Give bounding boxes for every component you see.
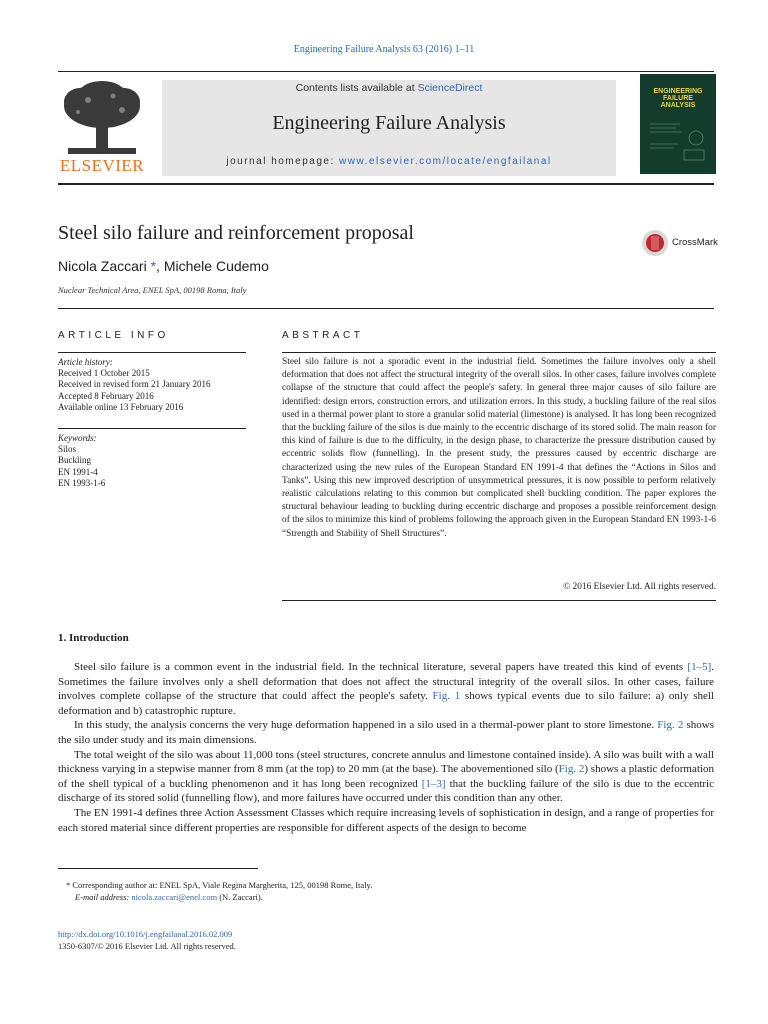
p1-text-c: shows typical events due to silo failure: a) only shell deformation and b) catastrophic rupture.	[58, 690, 714, 717]
history-received: Received 1 October 2015	[58, 368, 150, 379]
intro-paragraph-1	[58, 660, 714, 718]
intro-paragraph-3	[58, 748, 714, 806]
title-rule	[58, 308, 714, 309]
header-rule-top	[58, 71, 714, 72]
journal-cover	[640, 74, 716, 174]
sciencedirect-link[interactable]: ScienceDirect	[417, 82, 483, 94]
history-accepted: Accepted 8 February 2016	[58, 390, 154, 401]
abstract-heading: ABSTRACT	[282, 330, 364, 341]
introduction-body	[58, 660, 714, 835]
p1-text-a: Steel silo failure is a common event in the industrial field. In the technical literature, several papers have treated this kind of events	[74, 661, 688, 673]
keyword-item: EN 1993-1-6	[58, 477, 106, 488]
homepage-link[interactable]: www.elsevier.com/locate/engfailanal	[339, 156, 552, 167]
crossmark-badge[interactable]	[640, 228, 718, 258]
journal-reference[interactable]: Engineering Failure Analysis 63 (2016) 1–11	[293, 44, 475, 55]
keyword-item: EN 1991-4	[58, 466, 98, 477]
doi-block	[58, 928, 236, 952]
figure-link[interactable]: Fig. 1	[432, 690, 461, 703]
crossmark-label: CrossMark	[672, 237, 718, 248]
article-info-heading: ARTICLE INFO	[58, 330, 169, 341]
footnote-rule	[58, 868, 258, 869]
journal-homepage	[162, 156, 616, 167]
abstract-rule-bottom	[282, 600, 716, 601]
figure-link[interactable]: Fig. 2	[657, 719, 684, 732]
journal-banner	[162, 80, 616, 176]
figure-link[interactable]: Fig. 2	[558, 763, 585, 776]
intro-paragraph-4: The EN 1991-4 defines three Action Assessment Classes which require increasing levels of sophistication in design, and a range of properties for each stored material since different properties are responsible for different aspects of the design to become	[58, 806, 714, 834]
email-suffix: (N. Zaccari).	[217, 892, 263, 902]
author-1: Nicola Zaccari	[58, 258, 147, 274]
history-revised: Received in revised form 21 January 2016	[58, 379, 211, 390]
author-list	[58, 258, 269, 274]
email-link[interactable]: nicola.zaccari@enel.com	[131, 892, 218, 902]
abstract-text: Steel silo failure is not a sporadic event in the industrial field. Sometimes the failure involves only a shell deformation that does not affect the structural integrity of the overall silos. In other cases, failure involves complete collapse of the structure that could affect the people's safety. In general three major causes of silo failure are identified: design errors, construction errors, and utilization errors. In this study, a buckling failure of the real silos used in a thermal power plant to store a granular solid material (limestone) is analysed. It has long been recognized that the buckling failure of the silos is due mainly to the eccentric discharge of its stored solid. The main reason for this kind of failure is due to the difficulty, in the design phase, to characterize the pressure distribution caused by eccentric solids flow (funnelling). In the present study, the pressures caused by eccentric discharge are characterized using the new rules of the European Standard EN 1991-4 that defines the “Actions in Silos and Tanks”. Using this new improved description of unsymmetrical pressures, it is now possible to perform relatively realistic calculations relating to this common but complicated shell buckling condition. The paper explores the structural behaviour leading to buckling during eccentric discharge and proposes a possible reinforcement design of the silos to minimize this kind of problems following the approach given in the European Standard EN 1993-1-6 “Strength and Stability of Shell Structures”.	[282, 357, 716, 539]
p3-text-a: The total weight of the silo was about 11,000 tons (steel structures, concrete annulus and limestone contained inside). A silo was built with a wall thickness varying in a stepwise manner from 8 mm (at the top) to 20 mm (at the base). The abovementioned silo (	[58, 748, 714, 776]
footnote	[58, 879, 372, 903]
issn-copyright: 1350-6307/© 2016 Elsevier Ltd. All rights reserved.	[58, 941, 236, 951]
cover-title-line-3: ANALYSIS	[660, 102, 696, 109]
intro-paragraph-2	[58, 718, 714, 747]
author-separator: ,	[156, 258, 164, 274]
author-2: Michele Cudemo	[163, 258, 269, 274]
doi-link[interactable]: http://dx.doi.org/10.1016/j.engfailanal.2016.02.009	[58, 929, 233, 939]
homepage-label: journal homepage:	[226, 156, 340, 167]
abstract-copyright: © 2016 Elsevier Ltd. All rights reserved.	[563, 582, 716, 592]
p2-text-b: shows the silo under study and its main dimensions.	[58, 719, 714, 746]
p3-text-c: that the buckling failure of the silo is due to the eccentric discharge of its stored solid (funnelling flow), and more failures have occurred under this condition than any other.	[58, 777, 714, 805]
affiliation: Nuclear Technical Area, ENEL SpA, 00198 Roma, Italy	[58, 285, 247, 295]
section-heading-introduction: 1. Introduction	[58, 632, 129, 644]
footnote-mark: *	[66, 880, 71, 890]
citation-link[interactable]: [1–5]	[687, 661, 712, 673]
abstract-rule	[282, 352, 716, 353]
footnote-email	[75, 891, 372, 903]
keywords-list	[58, 433, 248, 489]
keyword-item: Silos	[58, 444, 77, 455]
p1-text-b: . Sometimes the failure involves only a shell deformation that does not affect the structural integrity of the overall silos. In other cases, failure involves complete collapse of the structure that could affect the people's safety.	[58, 661, 714, 703]
article-title: Steel silo failure and reinforcement proposal	[58, 222, 414, 244]
corresponding-author-mark[interactable]: *	[146, 258, 157, 274]
history-label: Article history:	[58, 357, 113, 367]
citation-link[interactable]: [1–3]	[421, 777, 446, 790]
keywords-label: Keywords:	[58, 433, 97, 443]
footnote-author	[58, 879, 372, 891]
article-info-rule	[58, 352, 246, 353]
p2-text-a: In this study, the analysis concerns the very huge deformation happened in a silo used in a thermal-power plant to store limestone.	[74, 719, 658, 732]
contents-prefix: Contents lists available at	[295, 82, 418, 94]
article-history	[58, 357, 248, 413]
cover-title-line-2: FAILURE	[663, 95, 693, 102]
email-label: E-mail address:	[75, 892, 132, 902]
publisher-wordmark: ELSEVIER	[59, 156, 145, 175]
journal-title: Engineering Failure Analysis	[272, 112, 506, 134]
footnote-text: Corresponding author at: ENEL SpA, Viale Regina Margherita, 125, 00198 Rome, Italy.	[70, 880, 373, 890]
keywords-rule	[58, 428, 246, 429]
cover-title-line-1: ENGINEERING	[653, 88, 703, 95]
crossmark-icon	[640, 228, 670, 258]
contents-line	[162, 82, 616, 94]
history-online: Available online 13 February 2016	[58, 401, 184, 412]
header-rule-bottom	[58, 183, 714, 185]
p3-text-b: ) shows a plastic deformation of the shell typical of a buckling phenomenon and it has long been recognized	[58, 763, 714, 790]
keyword-item: Buckling	[58, 455, 91, 466]
